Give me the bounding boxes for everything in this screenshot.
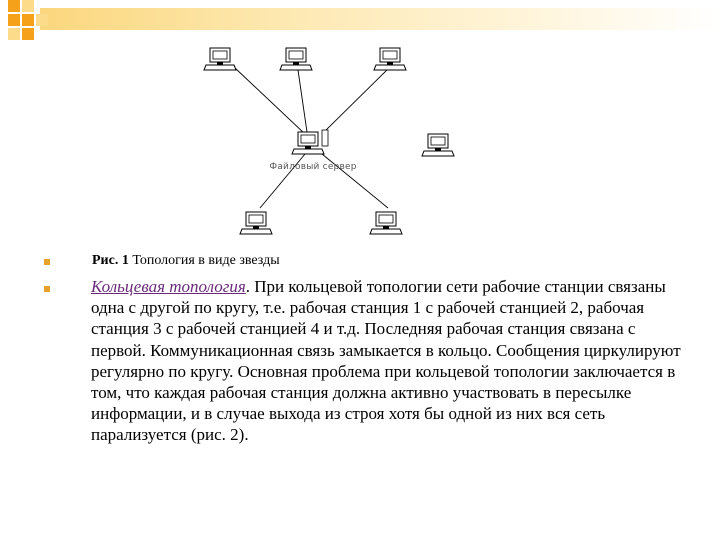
corner-square bbox=[22, 28, 34, 40]
corner-square bbox=[8, 0, 20, 12]
ring-topology-link[interactable]: Кольцевая топология bbox=[91, 277, 246, 296]
server-icon bbox=[292, 130, 328, 154]
computer-icon bbox=[422, 134, 454, 156]
computer-icon bbox=[280, 48, 312, 70]
computer-icon bbox=[370, 212, 402, 234]
star-topology-diagram bbox=[190, 36, 480, 246]
paragraph-text: . При кольцевой топологии сети рабочие станции связаны одна с другой по кругу, т.е. рабочая станция 1 с рабочей станцией 2, рабочая станция 3 с рабочей станцией 4 и т.д. Последняя рабочая станция связана с первой. Коммуникационная связь замыкается в кольцо. Сообщения циркулируют регулярно по кругу. Основная проблема при кольцевой топологии заключается в том, что каждая рабочая станция должна активно участвовать в пересылке информации, и в случае выхода из строя хотя бы одной из них вся сеть парализуется (рис. 2). bbox=[91, 277, 681, 445]
server-label: Файловый сервер bbox=[269, 162, 357, 172]
header-strip bbox=[40, 8, 720, 30]
bullet-icon bbox=[44, 286, 50, 292]
diagram-svg bbox=[190, 36, 480, 246]
computer-icon bbox=[204, 48, 236, 70]
computer-icon bbox=[374, 48, 406, 70]
caption-text: Топология в виде звезды bbox=[128, 253, 280, 268]
figure-caption bbox=[92, 252, 280, 270]
corner-square bbox=[8, 28, 20, 40]
corner-square bbox=[36, 14, 48, 26]
caption-prefix: Рис. 1 bbox=[92, 253, 129, 268]
corner-square bbox=[22, 14, 34, 26]
body-paragraph bbox=[91, 276, 681, 446]
corner-square bbox=[22, 0, 34, 12]
bullet-icon bbox=[44, 259, 50, 265]
computer-icon bbox=[240, 212, 272, 234]
corner-square bbox=[8, 14, 20, 26]
